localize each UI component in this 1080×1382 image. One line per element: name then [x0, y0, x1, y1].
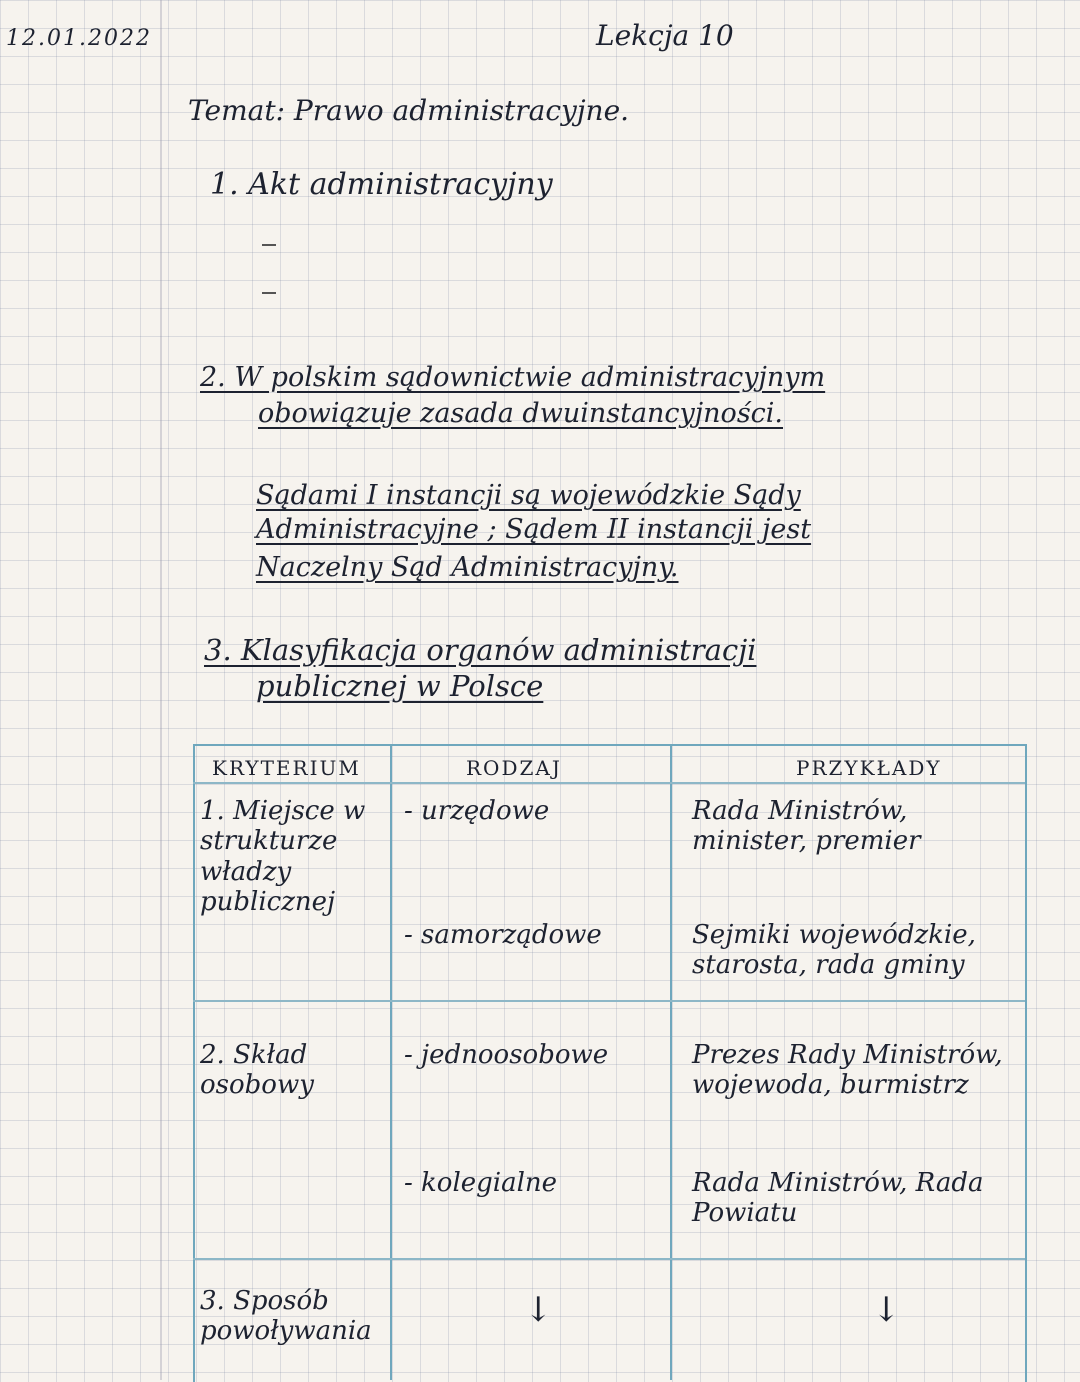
table-divider	[390, 744, 392, 1380]
point-2-line-1: 2. W polskim sądownictwie administracyjnym	[200, 362, 826, 393]
point-3-line-2: publicznej w Polsce	[256, 669, 544, 703]
courts-line-2: Administracyjne ; Sądem II instancji jest	[256, 514, 812, 545]
empty-dash	[262, 244, 276, 246]
point-3-line-1: 3. Klasyfikacja organów administracji	[204, 633, 757, 667]
column-header-przyklady: PRZYKŁADY	[796, 756, 942, 780]
table-cell-kryterium: 2. Skład osobowy	[200, 1040, 314, 1101]
empty-dash	[262, 292, 276, 294]
arrow-down-icon: ↓	[872, 1290, 901, 1330]
arrow-down-icon: ↓	[524, 1290, 553, 1330]
point-1: 1. Akt administracyjny	[210, 167, 553, 202]
table-cell-rodzaj: - kolegialne	[404, 1168, 558, 1198]
table-cell-kryterium: 3. Sposób powoływania	[200, 1286, 372, 1347]
table-header-rule	[193, 782, 1025, 784]
table-row-rule	[193, 1000, 1025, 1002]
table-divider	[670, 744, 672, 1380]
table-cell-rodzaj: - samorządowe	[404, 920, 602, 950]
table-row-rule	[193, 1258, 1025, 1260]
table-cell-rodzaj: - jednoosobowe	[404, 1040, 609, 1070]
date: 12.01.2022	[6, 26, 152, 51]
table-cell-rodzaj: - urzędowe	[404, 796, 550, 826]
table-cell-przyklady: Prezes Rady Ministrów, wojewoda, burmistrz	[692, 1040, 1003, 1101]
table-cell-przyklady: Sejmiki wojewódzkie, starosta, rada gminy	[692, 920, 976, 981]
courts-line-1: Sądami I instancji są wojewódzkie Sądy	[256, 480, 801, 511]
courts-line-3: Naczelny Sąd Administracyjny.	[256, 552, 679, 583]
topic-heading: Temat: Prawo administracyjne.	[188, 94, 630, 127]
lesson-title: Lekcja 10	[596, 19, 734, 52]
table-cell-przyklady: Rada Ministrów, Rada Powiatu	[692, 1168, 984, 1229]
column-header-kryterium: KRYTERIUM	[212, 756, 361, 780]
notebook-margin-line	[160, 0, 162, 1380]
point-2-line-2: obowiązuje zasada dwuinstancyjności.	[258, 398, 784, 429]
table-cell-przyklady: Rada Ministrów, minister, premier	[692, 796, 921, 857]
table-cell-kryterium: 1. Miejsce w strukturze władzy publicznej	[200, 796, 366, 918]
column-header-rodzaj: RODZAJ	[466, 756, 562, 780]
